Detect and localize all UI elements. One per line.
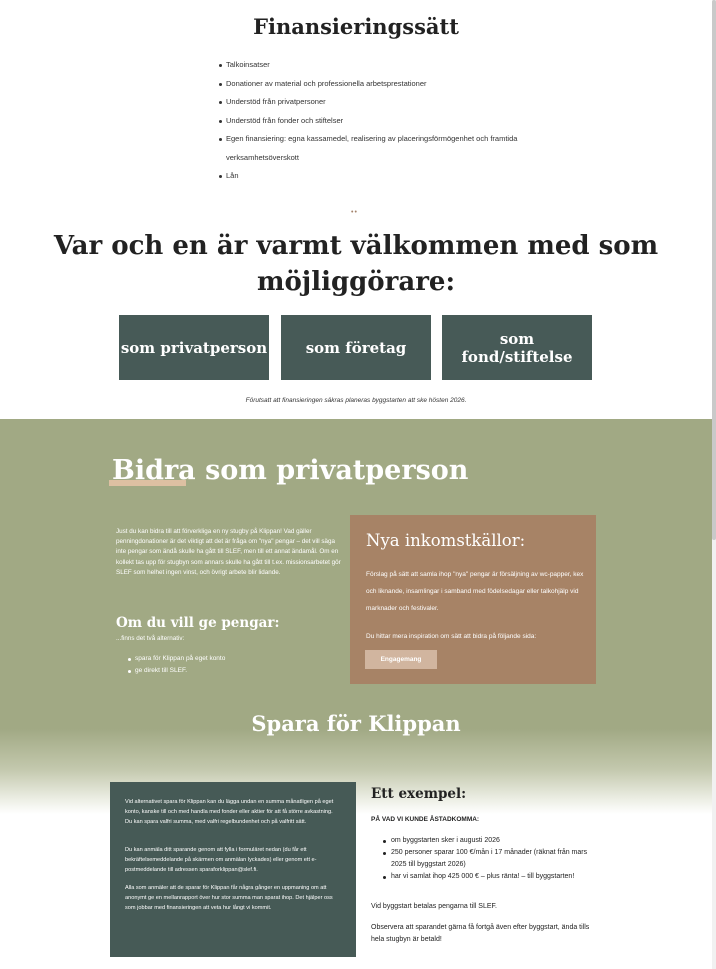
- list-item: Egen finansiering: egna kassamedel, realisering av placeringsförmögenhet och framtida verksamhetsöverskott: [219, 130, 519, 167]
- give-money-subtitle: ...finns det två alternativ:: [116, 635, 185, 642]
- example-paragraph-2: Observera att sparandet gärna få fortgå även efter byggstart, ända tills hela stugbyn är betald!: [371, 924, 590, 943]
- financing-title: Finansieringssätt: [253, 14, 459, 39]
- welcome-line-2: möjliggörare:: [256, 267, 456, 297]
- financing-section: [0, 0, 712, 419]
- contribute-title-highlight: Bidra: [112, 455, 196, 486]
- company-button[interactable]: som företag: [281, 315, 431, 380]
- private-person-button[interactable]: som privatperson: [119, 315, 269, 380]
- income-title: Nya inkomstkällor:: [366, 531, 526, 550]
- list-item: Understöd från fonder och stiftelser: [219, 112, 519, 131]
- list-item: Understöd från privatpersoner: [219, 93, 519, 112]
- list-item: 250 personer sparar 100 €/mån i 17 månader (räknat från mars 2025 till byggstart 2026): [383, 847, 598, 871]
- list-item: Talkoinsatser: [219, 56, 519, 75]
- divider-dots: ••: [351, 209, 358, 216]
- income-description: Förslag på sätt att samla ihop "nya" pengar är försäljning av wc-papper, kex och liknande, insamlingar i samband med födelsedagar eller talkohjälp vid marknader och festivaler.: [366, 571, 584, 612]
- example-list: [383, 835, 598, 883]
- scrollbar-thumb[interactable]: [712, 0, 716, 540]
- contribute-title: [112, 455, 468, 486]
- give-money-title: Om du vill ge pengar:: [116, 615, 280, 631]
- list-item: Lån: [219, 167, 519, 186]
- list-item: Donationer av material och professionella arbetsprestationer: [219, 75, 519, 94]
- list-item: om byggstarten sker i augusti 2026: [383, 835, 598, 847]
- contribute-section-background: [0, 419, 712, 969]
- save-paragraph-1: Vid alternativet spara för Klippan kan du lägga undan en summa månatligen på eget konto, kanske till och med handla med fonder eller aktier för att få större avkastning. Du kan spara valfri summa, med valfri regelbundenhet och på valfritt sätt.: [125, 799, 334, 826]
- financing-list: [219, 56, 519, 186]
- build-start-footnote: Förutsatt att finansieringen säkras planeras byggstarten att ske hösten 2026.: [245, 397, 467, 404]
- welcome-line-1: Var och en är varmt välkommen med som: [53, 231, 659, 261]
- save-for-klippan-title: Spara för Klippan: [251, 711, 461, 736]
- give-money-list: [128, 653, 225, 677]
- example-title: Ett exempel:: [371, 786, 467, 802]
- page-scrollbar[interactable]: [712, 0, 716, 969]
- fund-foundation-button[interactable]: som fond/stiftelse: [442, 315, 592, 380]
- list-item: spara för Klippan på eget konto: [128, 653, 225, 665]
- engagement-button[interactable]: Engagemang: [365, 650, 437, 669]
- save-paragraph-2: Du kan anmäla ditt sparande genom att fylla i formuläret nedan (du får ett bekräftelsemeddelande på skärmen om anmälan lyckades) eller genom ett e-postmeddelande till adressen sparaforklippan@slef.fi.: [125, 847, 317, 874]
- inspiration-text: Du hittar mera inspiration om sätt att bidra på följande sida:: [366, 633, 537, 640]
- save-info-card: [110, 782, 356, 957]
- contribute-intro: Just du kan bidra till att förverkliga en ny stugby på Klippan! Vad gäller penningdonationer är det viktigt att det är fråga om "nya" pengar – det vill säga inte pengar som ändå skulle ha gått till SLEF, men till ett annat ändamål. Om en kollekt tas upp för stugbyn som annars skulle ha gått till t.ex. missionsarbetet gör SLEF som helhet ingen vinst, och övrigt arbete blir lidande.: [116, 528, 341, 576]
- contribute-title-rest: som privatperson: [195, 455, 469, 486]
- welcome-heading: [0, 228, 712, 300]
- example-paragraph-1: Vid byggstart betalas pengarna till SLEF.: [371, 903, 497, 910]
- list-item: har vi samlat ihop 425 000 € – plus ränta! – till byggstarten!: [383, 871, 598, 883]
- example-subtitle: PÅ VAD VI KUNDE ÅSTADKOMMA:: [371, 816, 480, 823]
- save-paragraph-3: Alla som anmäler att de sparar för Klippan får några gånger en uppmaning om att anonymt ge en mellanrapport över hur stor summa man sparat ihop. Det hjälper oss som jobbar med finansieringen att veta hur långt vi kommit.: [125, 885, 333, 912]
- new-income-card: [350, 515, 596, 684]
- list-item: ge direkt till SLEF.: [128, 665, 225, 677]
